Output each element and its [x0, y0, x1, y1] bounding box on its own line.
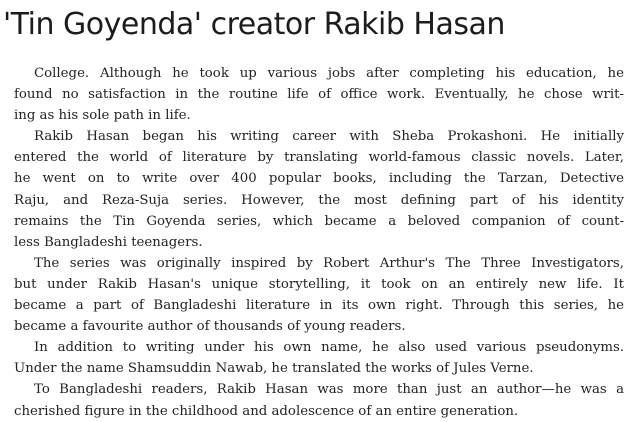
text-line: In addition to writing under his own name, he also used various pseudonyms. — [34, 340, 624, 356]
text-line: Under the name Shamsuddin Nawab, he translated the works of Jules Verne. — [14, 361, 534, 377]
text-line: became a part of Bangladeshi literature in its own right. Through this series, he — [14, 298, 624, 314]
text-line: became a favourite author of thousands of young readers. — [14, 319, 406, 335]
text-line: he went on to write over 400 popular books, including the Tarzan, Detective — [14, 171, 624, 187]
text-line: Rakib Hasan began his writing career with Sheba Prokashoni. He initially — [34, 129, 624, 145]
text-line: entered the world of literature by translating world-famous classic novels. Later, — [14, 150, 624, 166]
article-headline: 'Tin Goyenda' creator Rakib Hasan — [3, 7, 505, 42]
text-line: but under Rakib Hasan's unique storytelling, it took on an entirely new life. It — [14, 276, 624, 292]
text-line: Raju, and Reza-Suja series. However, the most defining part of his identity — [14, 192, 624, 208]
paragraph-2 — [14, 126, 624, 253]
paragraph-1 — [14, 63, 624, 126]
paragraph-5 — [14, 379, 624, 421]
text-line: less Bangladeshi teenagers. — [14, 234, 203, 250]
text-line: College. Although he took up various jobs after completing his education, he — [34, 66, 624, 81]
paragraph-3 — [14, 253, 624, 337]
article-body — [14, 63, 624, 422]
text-line: found no satisfaction in the routine life of office work. Eventually, he chose writ- — [14, 87, 624, 103]
paragraph-4 — [14, 337, 624, 379]
text-line: ing as his sole path in life. — [14, 108, 191, 124]
text-line: cherished figure in the childhood and adolescence of an entire generation. — [14, 403, 519, 419]
text-line: To Bangladeshi readers, Rakib Hasan was more than just an author—he was a — [34, 382, 624, 398]
text-line: The series was originally inspired by Robert Arthur's The Three Investigators, — [34, 255, 624, 271]
text-line: remains the Tin Goyenda series, which became a beloved companion of count- — [14, 213, 624, 229]
